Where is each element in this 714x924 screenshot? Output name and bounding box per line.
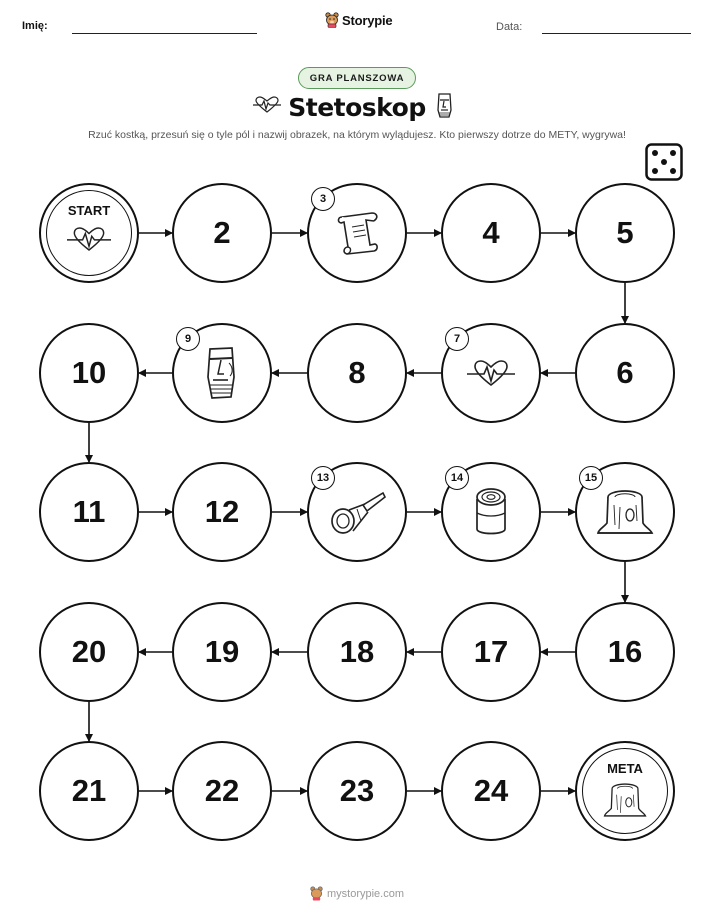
finish-label: META: [607, 761, 643, 776]
date-label: Data:: [496, 21, 523, 33]
rolled-mat-icon: [471, 485, 511, 539]
board-space[interactable]: [39, 462, 139, 562]
space-number: 11: [72, 494, 106, 529]
board-space-picture[interactable]: [441, 323, 541, 423]
start-space[interactable]: [39, 183, 139, 283]
board-space[interactable]: [307, 602, 407, 702]
board-space[interactable]: [172, 602, 272, 702]
space-number-badge: 7: [445, 327, 469, 351]
page-title: Stetoskop: [288, 93, 426, 122]
board-space-picture[interactable]: [307, 462, 407, 562]
board-space[interactable]: [575, 323, 675, 423]
tree-stump-icon: [596, 487, 654, 537]
space-number-badge: 9: [176, 327, 200, 351]
space-number: 12: [204, 494, 240, 529]
space-number: 6: [616, 355, 634, 390]
board-space-picture[interactable]: [307, 183, 407, 283]
bear-logo-icon: [310, 886, 323, 901]
horn-icon: [327, 487, 387, 537]
space-number: 18: [339, 634, 375, 669]
name-label: Imię:: [22, 20, 48, 32]
heartbeat-icon: [41, 225, 137, 253]
tree-stump-icon: [577, 781, 673, 819]
space-number: 10: [71, 355, 107, 390]
board-space[interactable]: [441, 183, 541, 283]
space-number: 19: [204, 634, 240, 669]
board-space-picture[interactable]: [441, 462, 541, 562]
board-space[interactable]: [39, 741, 139, 841]
space-number: 4: [482, 215, 500, 250]
space-number: 24: [473, 773, 509, 808]
category-badge: GRA PLANSZOWA: [298, 67, 416, 89]
board-space[interactable]: [575, 602, 675, 702]
space-number: 17: [473, 634, 509, 669]
scroll-icon: [330, 209, 384, 257]
finish-space[interactable]: [575, 741, 675, 841]
space-number: 21: [71, 773, 107, 808]
board-space[interactable]: [39, 602, 139, 702]
heartbeat-icon: [467, 358, 515, 388]
board-space[interactable]: [172, 183, 272, 283]
space-number-badge: 15: [579, 466, 603, 490]
board-space[interactable]: [172, 462, 272, 562]
space-number: 22: [204, 773, 240, 808]
space-number: 5: [616, 215, 634, 250]
space-number-badge: 13: [311, 466, 335, 490]
start-label: START: [67, 203, 111, 218]
footer: [0, 886, 714, 901]
footer-url[interactable]: mystorypie.com: [326, 887, 405, 900]
space-number-badge: 3: [311, 187, 335, 211]
board-space[interactable]: [39, 323, 139, 423]
space-number: 2: [213, 215, 231, 250]
moai-icon: [201, 345, 243, 401]
board-space[interactable]: [575, 183, 675, 283]
board-space[interactable]: [172, 741, 272, 841]
board-space[interactable]: [307, 741, 407, 841]
instructions: Rzuć kostką, przesuń się o tyle pól i nazwij obrazek, na którym wylądujesz. Kto pierwszy dotrze do METY, wygrywa!: [88, 129, 626, 141]
space-number: 16: [607, 634, 643, 669]
space-number: 8: [348, 355, 366, 390]
board-space-picture[interactable]: [172, 323, 272, 423]
space-number: 23: [339, 773, 375, 808]
board-space[interactable]: [307, 323, 407, 423]
board-space[interactable]: [441, 741, 541, 841]
brand-name: Storypie: [342, 12, 393, 28]
board-space[interactable]: [441, 602, 541, 702]
space-number: 20: [71, 634, 107, 669]
space-number-badge: 14: [445, 466, 469, 490]
board-space-picture[interactable]: [575, 462, 675, 562]
